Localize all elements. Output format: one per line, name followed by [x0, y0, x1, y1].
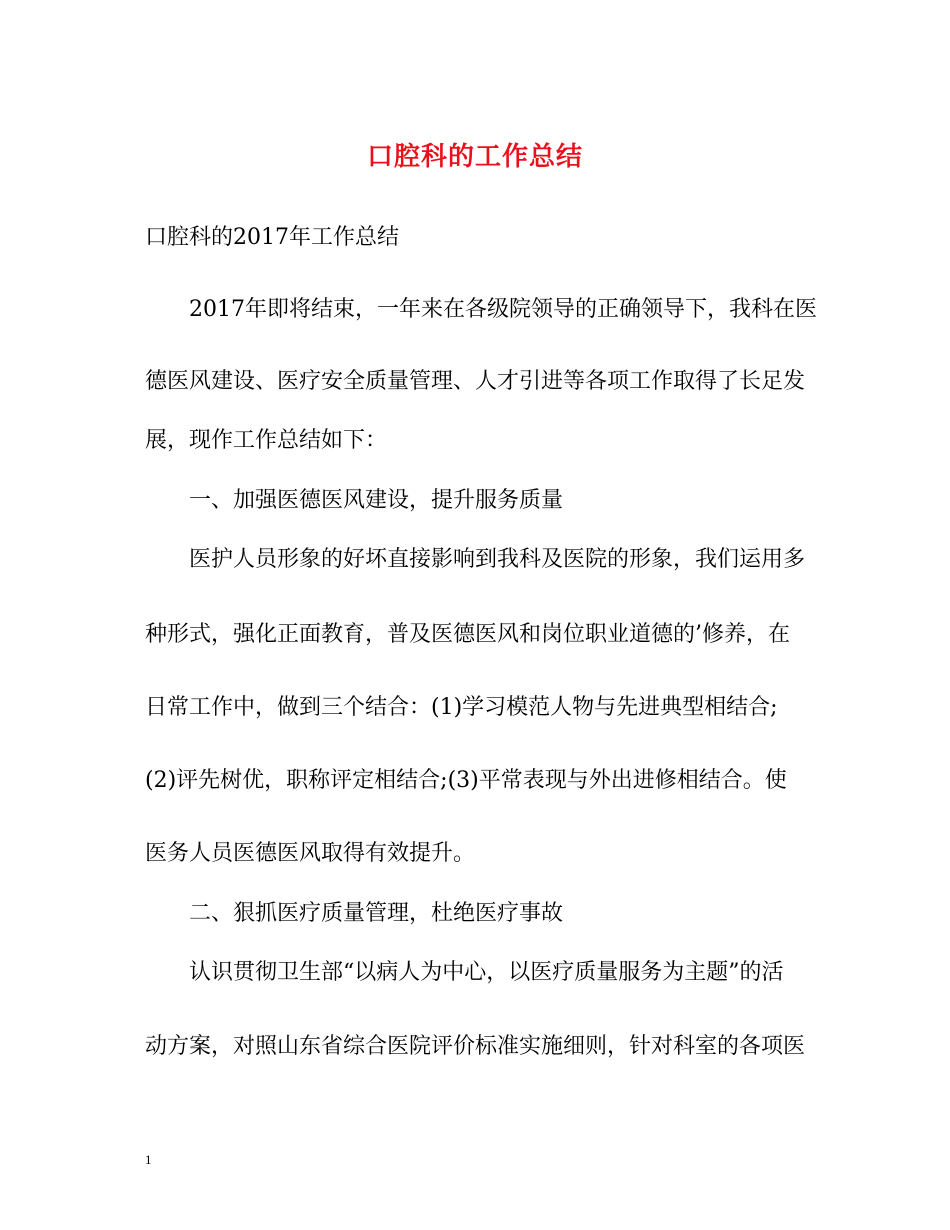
- document-title: 口腔科的工作总结: [366, 142, 583, 172]
- paragraph-line: (2)评先树优，职称评定相结合;(3)平常表现与外出进修相结合。使: [145, 768, 787, 793]
- paragraph-line: 种形式，强化正面教育，普及医德医风和岗位职业道德的’修养，在: [145, 622, 790, 647]
- paragraph-line: 2017年即将结束，一年来在各级院领导的正确领导下，我科在医: [189, 297, 817, 322]
- paragraph-line: 认识贯彻卫生部“以病人为中心，以医疗质量服务为主题”的活: [189, 960, 784, 985]
- section-heading: 二、狠抓医疗质量管理，杜绝医疗事故: [189, 901, 564, 926]
- page-number: 1: [145, 1152, 152, 1167]
- paragraph-line: 展，现作工作总结如下：: [145, 428, 388, 453]
- document-subtitle: 口腔科的2017年工作总结: [145, 225, 399, 250]
- paragraph-line: 医务人员医德医风取得有效提升。: [145, 841, 476, 866]
- paragraph-line: 日常工作中，做到三个结合：(1)学习模范人物与先进典型相结合;: [145, 695, 778, 720]
- paragraph-line: 医护人员形象的好坏直接影响到我科及医院的形象，我们运用多: [189, 547, 806, 572]
- section-heading: 一、加强医德医风建设，提升服务质量: [189, 488, 564, 513]
- paragraph-line: 德医风建设、医疗安全质量管理、人才引进等各项工作取得了长足发: [145, 369, 806, 394]
- paragraph-line: 动方案，对照山东省综合医院评价标准实施细则，针对科室的各项医: [145, 1034, 806, 1059]
